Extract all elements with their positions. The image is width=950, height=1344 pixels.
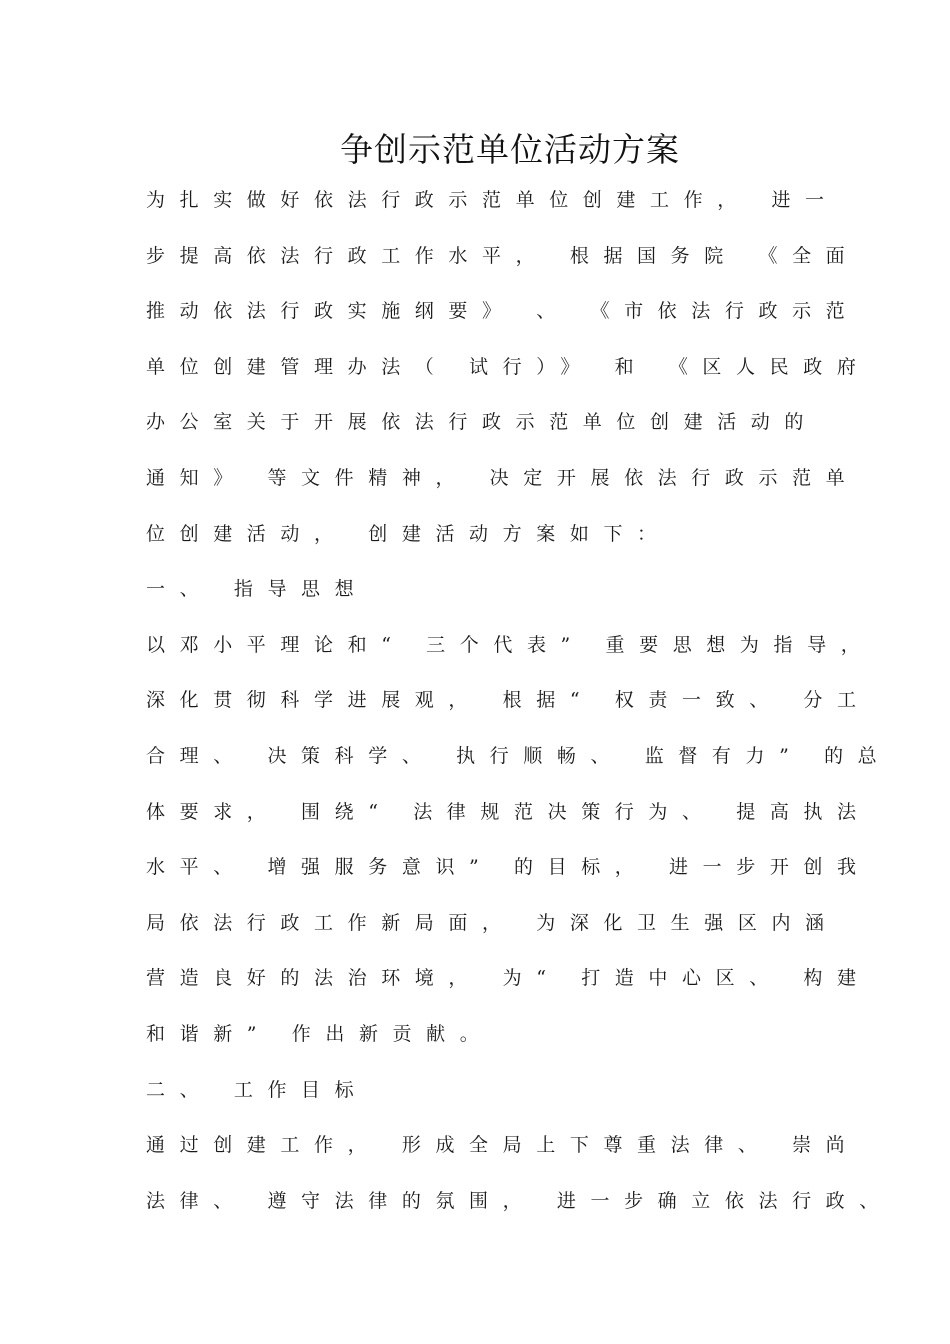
body-line: 体要求， 围绕“ 法律规范决策行为、 提高执法 [146,800,871,823]
body-line: 合理、 决策科学、 执行顺畅、 监督有力” 的总 [146,744,892,767]
body-line: 推动依法行政实施纲要》 、 《市依法行政示范 [146,300,860,323]
body-line: 水平、 增强服务意识” 的目标， 进一步开创我 [146,856,871,879]
body-line: 以邓小平理论和“ 三个代表” 重要思想为指导， [146,633,875,656]
body-line: 单位创建管理办法（ 试行）》 和 《区人民政府 [146,355,871,378]
body-line: 和谐新” 作出新贡献。 [146,1022,494,1045]
body-line: 办公室关于开展依法行政示范单位创建活动的 [146,411,819,434]
body-line: 位创建活动， 创建活动方案如下： [146,522,671,545]
section-heading: 二、 工作目标 [146,1078,369,1101]
body-line: 营造良好的法治环境， 为“ 打造中心区、 构建 [146,967,871,990]
body-line: 局依法行政工作新局面， 为深化卫生强区内涵 [146,911,839,934]
body-line: 为扎实做好依法行政示范单位创建工作， 进一 [146,189,839,211]
section-heading: 一、 指导思想 [146,578,369,601]
body-line: 通知》 等文件精神， 决定开展依法行政示范单 [146,466,860,489]
document-body [146,186,906,1242]
body-line: 深化贯彻科学进展观， 根据“ 权责一致、 分工 [146,689,871,712]
body-line: 步提高依法行政工作水平， 根据国务院 《全面 [146,244,860,267]
body-line: 通过创建工作， 形成全局上下尊重法律、 崇尚 [146,1134,860,1157]
body-line: 法律、 遵守法律的氛围， 进一步确立依法行政、 [146,1189,893,1212]
document-title: 争创示范单位活动方案 [340,130,680,169]
